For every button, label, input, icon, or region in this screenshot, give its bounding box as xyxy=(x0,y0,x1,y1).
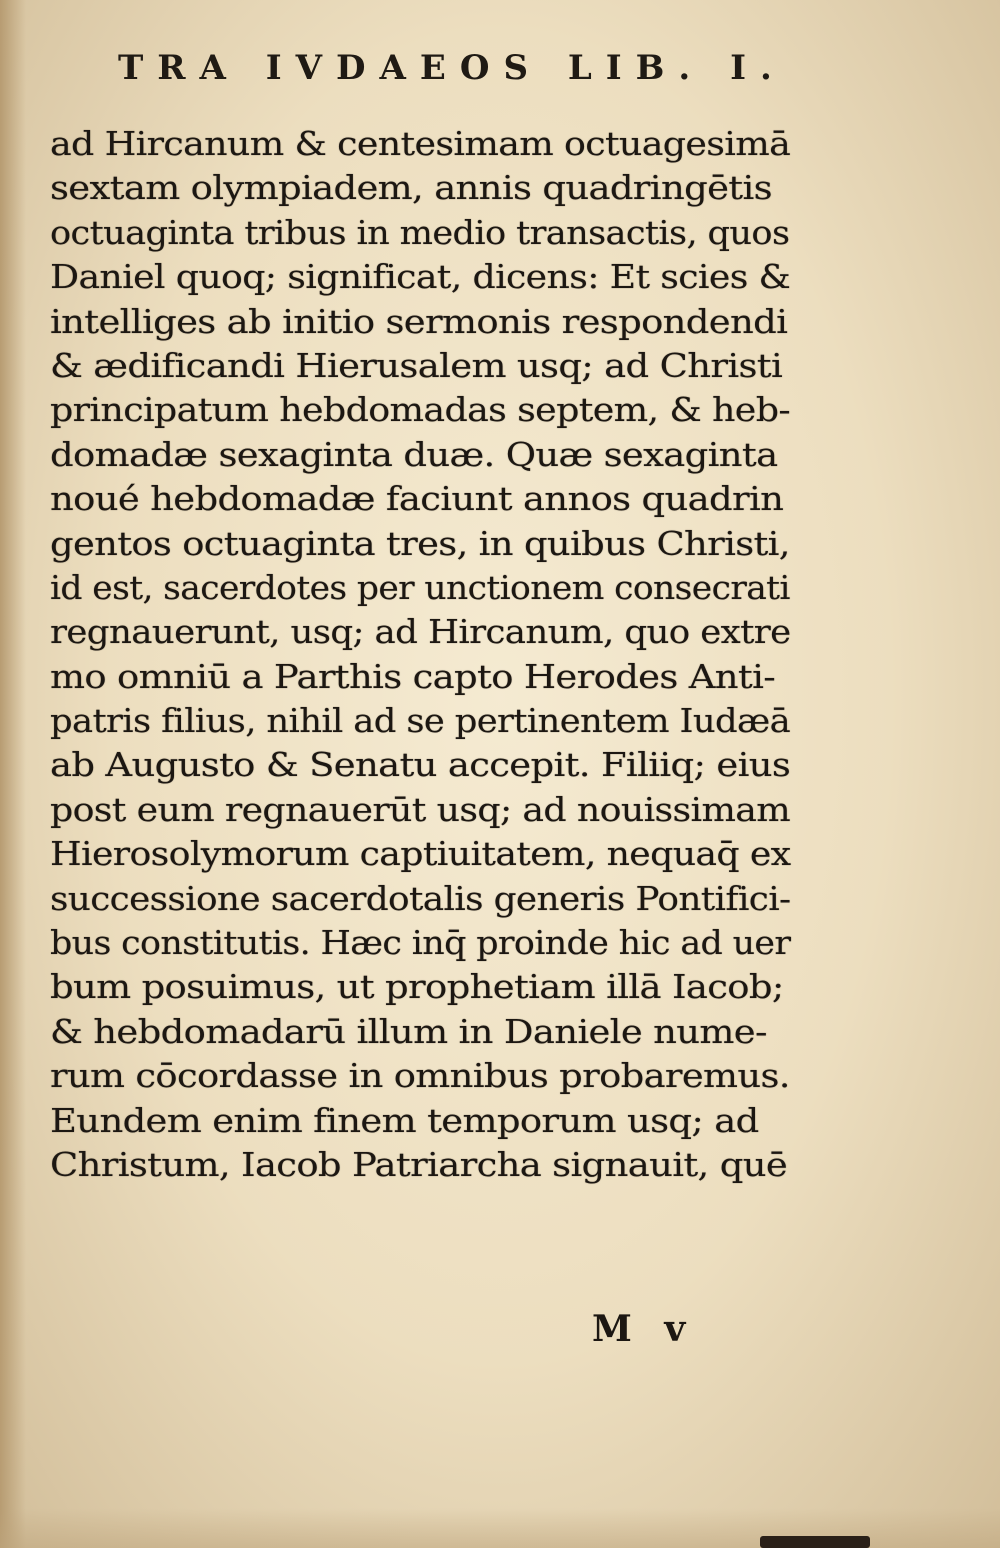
text-line: ab Augusto & Senatu accepit. Filiiq; eius xyxy=(50,745,791,785)
text-line: rum cōcordasse in omnibus probaremus. xyxy=(50,1056,790,1096)
text-line: intelliges ab initio sermonis respondendi xyxy=(50,301,788,341)
page-binding-shadow xyxy=(0,0,26,1548)
text-line: sextam olympiadem, annis quadringētis xyxy=(50,168,772,208)
text-line: Eundem enim finem temporum usq; ad xyxy=(50,1100,759,1140)
text-line: principatum hebdomadas septem, & heb- xyxy=(50,390,791,430)
text-line: successione sacerdotalis generis Pontifici- xyxy=(50,878,791,918)
signature-mark: M v xyxy=(592,1308,696,1350)
binding-thread xyxy=(760,1536,870,1548)
text-line: post eum regnauerūt usq; ad nouissimam xyxy=(50,789,791,829)
text-line: Daniel quoq; significat, dicens: Et scies & xyxy=(50,257,791,297)
text-line: & hebdomadarū illum in Daniele nume- xyxy=(50,1011,767,1051)
text-line: bum posuimus, ut prophetiam illā Iacob; xyxy=(50,967,784,1007)
body-text xyxy=(50,122,790,1187)
text-line: ad Hircanum & centesimam octuagesimā xyxy=(50,124,791,163)
text-line: octuaginta tribus in medio transactis, quos xyxy=(50,212,790,252)
text-line: regnauerunt, usq; ad Hircanum, quo extre xyxy=(50,612,791,652)
text-line: noué hebdomadæ faciunt annos quadrin xyxy=(50,479,784,519)
text-line: patris filius, nihil ad se pertinentem Iudæā xyxy=(50,701,791,741)
text-line: mo omniū a Parthis capto Herodes Anti- xyxy=(50,656,776,696)
text-line: gentos octuaginta tres, in quibus Christi, xyxy=(50,523,790,563)
text-line: bus constitutis. Hæc inq̄ proinde hic ad uer xyxy=(50,923,791,963)
text-line: Christum, Iacob Patriarcha signauit, quē xyxy=(50,1144,788,1184)
text-line: Hierosolymorum captiuitatem, nequaq̄ ex xyxy=(50,834,791,874)
text-line: id est, sacerdotes per unctionem consecrati xyxy=(50,567,790,607)
running-head: TRA IVDAEOS LIB. I. xyxy=(118,48,786,88)
text-line: & ædificandi Hierusalem usq; ad Christi xyxy=(50,345,783,385)
text-line: domadæ sexaginta duæ. Quæ sexaginta xyxy=(50,434,778,474)
